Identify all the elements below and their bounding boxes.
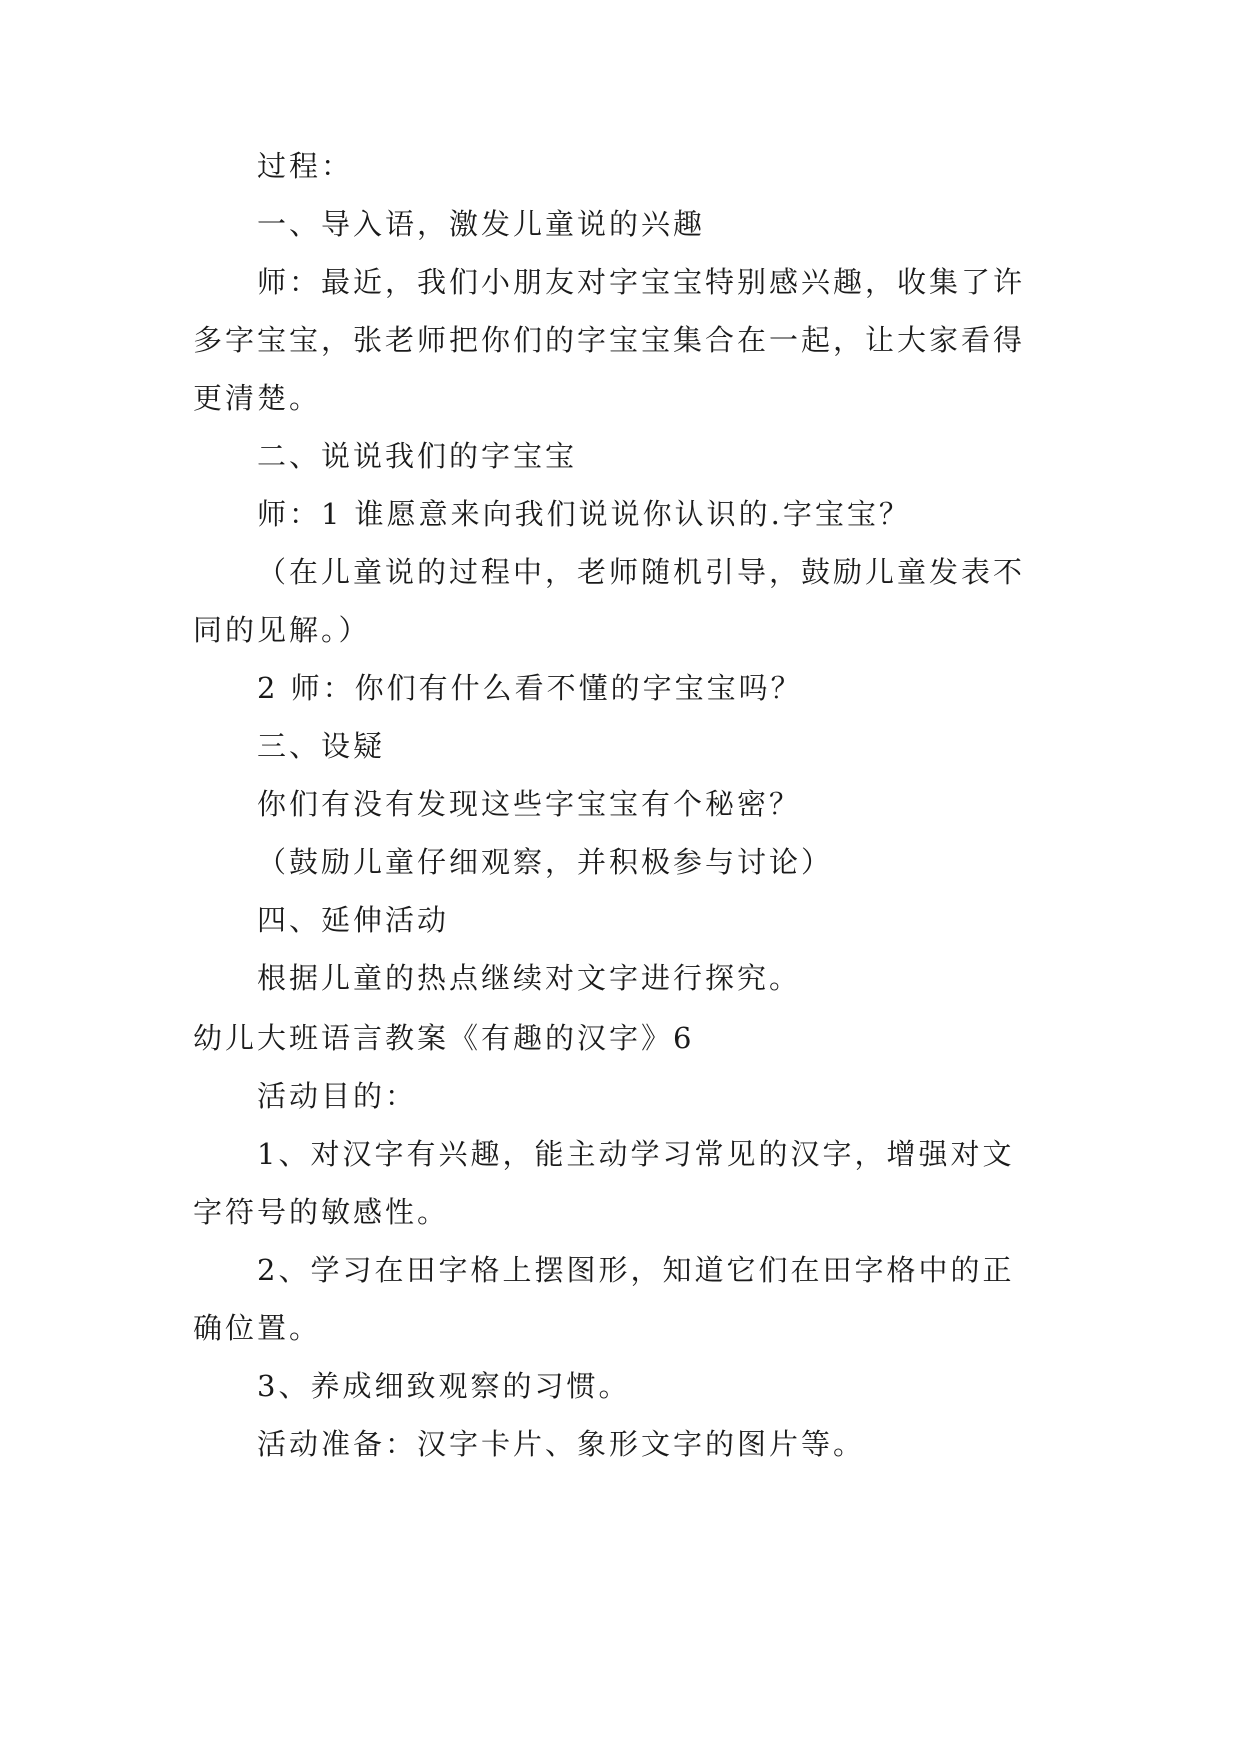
paragraph-line: 师：1 谁愿意来向我们说说你认识的.字宝宝？ xyxy=(257,497,911,531)
paragraph-line: 3、养成细致观察的习惯。 xyxy=(257,1369,631,1403)
paragraph-line: 同的见解。） xyxy=(193,613,371,647)
paragraph-line: 你们有没有发现这些字宝宝有个秘密？ xyxy=(257,787,802,821)
paragraph-line: 更清楚。 xyxy=(193,381,322,415)
paragraph-line: 2 师：你们有什么看不懂的字宝宝吗？ xyxy=(257,671,803,705)
lesson-plan-section xyxy=(193,1009,1053,1473)
paragraph-line: 多字宝宝，张老师把你们的字宝宝集合在一起，让大家看得 xyxy=(193,323,1026,357)
step-four-heading: 四、延伸活动 xyxy=(257,903,450,937)
paragraph-line: 师：最近，我们小朋友对字宝宝特别感兴趣，收集了许 xyxy=(257,265,1026,299)
step-one-heading: 一、导入语，激发儿童说的兴趣 xyxy=(257,207,706,241)
activity-preparation-line: 活动准备：汉字卡片、象形文字的图片等。 xyxy=(257,1427,866,1461)
paragraph-line: （鼓励儿童仔细观察，并积极参与讨论） xyxy=(257,845,834,879)
lesson-plan-title: 幼儿大班语言教案《有趣的汉字》6 xyxy=(193,1021,695,1055)
lesson-process-section xyxy=(193,137,1053,1007)
paragraph-line: 2、学习在田字格上摆图形，知道它们在田字格中的正 xyxy=(257,1253,1015,1287)
paragraph-line: 1、对汉字有兴趣，能主动学习常见的汉字，增强对文 xyxy=(257,1137,1015,1171)
paragraph-line: 根据儿童的热点继续对文字进行探究。 xyxy=(257,961,802,995)
paragraph-line: 确位置。 xyxy=(193,1311,322,1345)
paragraph-line: 字符号的敏感性。 xyxy=(193,1195,450,1229)
step-three-heading: 三、设疑 xyxy=(257,729,386,763)
process-heading: 过程： xyxy=(257,149,354,183)
step-two-heading: 二、说说我们的字宝宝 xyxy=(257,439,578,473)
paragraph-line: （在儿童说的过程中，老师随机引导，鼓励儿童发表不 xyxy=(257,555,1026,589)
activity-goals-heading: 活动目的： xyxy=(257,1079,418,1113)
